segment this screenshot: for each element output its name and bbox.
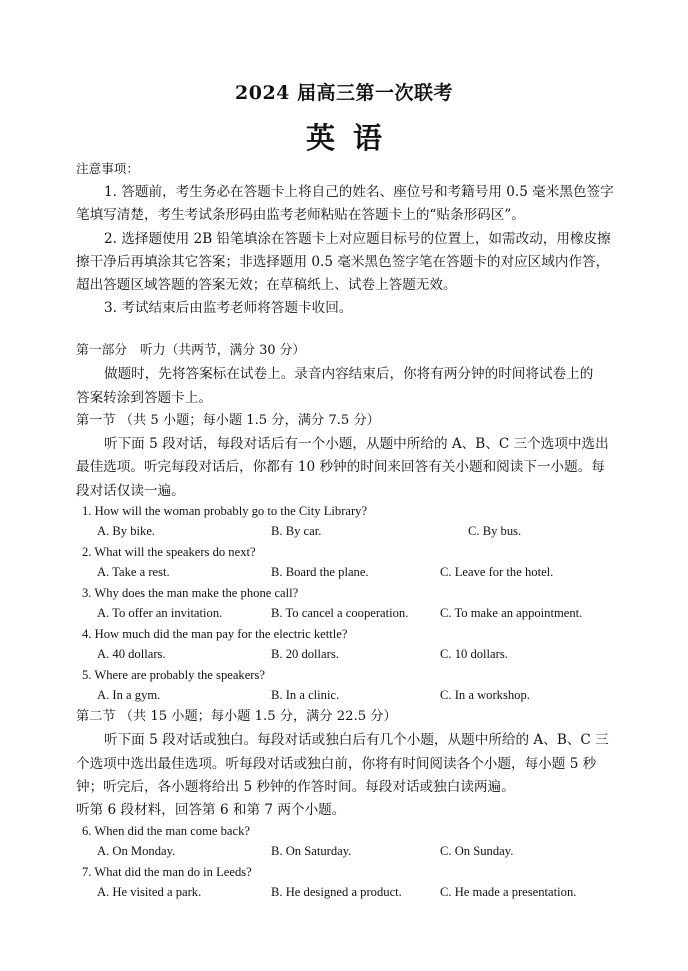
question-2: 2. What will the speakers do next? bbox=[82, 545, 256, 559]
section-one-intro: 段对话仅读一遍。 bbox=[76, 483, 185, 499]
option-c: C. He made a presentation. bbox=[440, 885, 577, 899]
notice-line: 超出答题区域答题的答案无效；在草稿纸上、试卷上答题无效。 bbox=[76, 277, 457, 293]
option-a: A. In a gym. bbox=[97, 688, 161, 702]
option-c: C. In a workshop. bbox=[440, 688, 530, 702]
notice-heading: 注意事项： bbox=[76, 161, 139, 176]
notice-line: 2. 选择题使用 2B 铅笔填涂在答题卡上对应题目标号的位置上，如需改动，用橡皮擦 bbox=[104, 231, 611, 247]
option-a: A. To offer an invitation. bbox=[97, 606, 223, 620]
option-c: C. Leave for the hotel. bbox=[440, 565, 554, 579]
option-b: B. 20 dollars. bbox=[271, 647, 339, 661]
option-b: B. To cancel a cooperation. bbox=[271, 606, 409, 620]
option-c: C. By bus. bbox=[468, 524, 522, 538]
option-c: C. 10 dollars. bbox=[440, 647, 508, 661]
option-b: B. By car. bbox=[271, 524, 322, 538]
material-instruction: 听第 6 段材料，回答第 6 和第 7 两个小题。 bbox=[76, 802, 346, 818]
question-7: 7. What did the man do in Leeds? bbox=[82, 865, 252, 879]
option-c: C. On Sunday. bbox=[440, 844, 514, 858]
option-a: A. Take a rest. bbox=[97, 565, 170, 579]
option-a: A. He visited a park. bbox=[97, 885, 202, 899]
section-two-heading: 第二节 （共 15 小题；每小题 1.5 分，满分 22.5 分） bbox=[76, 709, 397, 724]
notice-line: 3. 考试结束后由监考老师将答题卡收回。 bbox=[104, 300, 353, 316]
section-two-intro: 个选项中选出最佳选项。听每段对话或独白前，你将有时间阅读各个小题，每小题 5 秒 bbox=[76, 756, 597, 772]
part-one-intro: 答案转涂到答题卡上。 bbox=[76, 390, 212, 406]
section-one-intro: 最佳选项。听完每段对话后，你都有 10 秒钟的时间来回答有关小题和阅读下一小题。每 bbox=[76, 459, 605, 475]
section-one-intro: 听下面 5 段对话，每段对话后有一个小题，从题中所给的 A、B、C 三个选项中选出 bbox=[104, 436, 609, 452]
section-two-intro: 听下面 5 段对话或独白。每段对话或独白后有几个小题，从题中所给的 A、B、C 三 bbox=[104, 732, 609, 748]
option-b: B. On Saturday. bbox=[271, 844, 352, 858]
option-b: B. In a clinic. bbox=[271, 688, 340, 702]
option-b: B. Board the plane. bbox=[271, 565, 369, 579]
option-a: A. 40 dollars. bbox=[97, 647, 166, 661]
question-1: 1. How will the woman probably go to the City Library? bbox=[82, 504, 368, 518]
notice-line: 1. 答题前，考生务必在答题卡上将自己的姓名、座位号和考籍号用 0.5 毫米黑色签字 bbox=[104, 184, 614, 200]
question-6: 6. When did the man come back? bbox=[82, 824, 250, 838]
part-one-heading: 第一部分 听力（共两节，满分 30 分） bbox=[76, 343, 306, 358]
exam-title: 2024 届高三第一次联考 bbox=[235, 82, 453, 104]
question-4: 4. How much did the man pay for the electric kettle? bbox=[82, 627, 348, 641]
subject-title: 英语 bbox=[305, 121, 400, 155]
question-5: 5. Where are probably the speakers? bbox=[82, 668, 265, 682]
option-c: C. To make an appointment. bbox=[440, 606, 583, 620]
part-one-intro: 做题时，先将答案标在试卷上。录音内容结束后，你将有两分钟的时间将试卷上的 bbox=[104, 366, 594, 382]
section-two-intro: 钟；听完后，各小题将给出 5 秒钟的作答时间。每段对话或独白读两遍。 bbox=[76, 779, 515, 795]
option-a: A. By bike. bbox=[97, 524, 156, 538]
option-a: A. On Monday. bbox=[97, 844, 176, 858]
section-one-heading: 第一节 （共 5 小题；每小题 1.5 分，满分 7.5 分） bbox=[76, 413, 380, 428]
option-b: B. He designed a product. bbox=[271, 885, 402, 899]
question-3: 3. Why does the man make the phone call? bbox=[82, 586, 299, 600]
notice-line: 擦干净后再填涂其它答案；非选择题用 0.5 毫米黑色签字笔在答题卡的对应区域内作答， bbox=[76, 254, 610, 270]
notice-line: 笔填写清楚，考生考试条形码由监考老师粘贴在答题卡上的“贴条形码区”。 bbox=[76, 207, 525, 223]
